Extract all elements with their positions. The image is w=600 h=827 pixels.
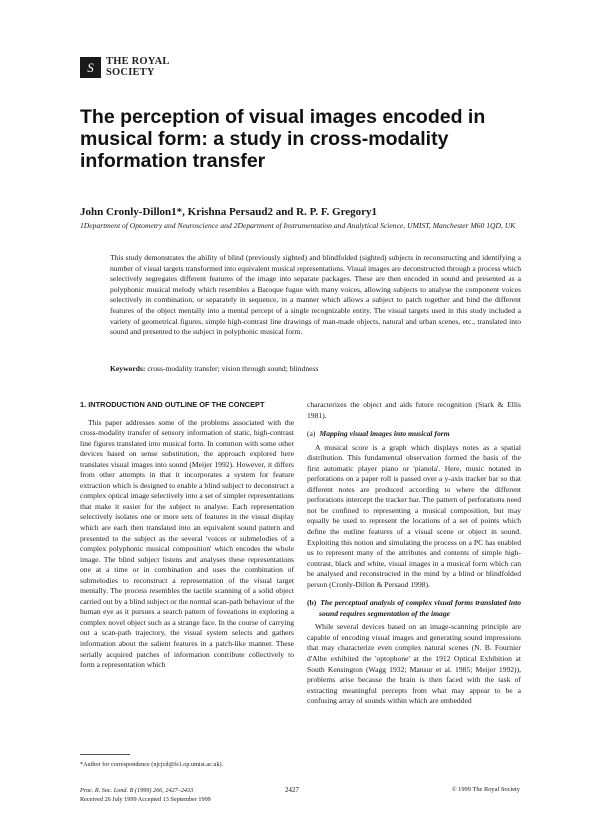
received-accepted-dates: Received 26 July 1999 Accepted 13 September 1999 xyxy=(80,796,211,803)
keywords xyxy=(110,364,521,373)
journal-reference: Proc. R. Soc. Lond. B (1999) 266, 2427–2433 xyxy=(80,787,194,794)
publisher-logo-text xyxy=(106,56,170,78)
subsection-a-paragraph: A musical score is a graph which displays notes as a spatial distribution. This fundamental observation formed the basis of the first automatic player piano or 'pianola'. Here, music notated in perforations on a paper roll is passed over a y-axis tracker bar so that different notes are produced according to where the different perforations intercept the tracker bar. The pattern of perforations need not be confined to representing a musical composition, but may equally be used to represent the locations of a set of points which define the outline features of a visual scene or object in sound. Exploiting this notion and simulating the process on a PC has enabled us to represent many of the attributes and contents of simple high-contrast, black and white, visual images in a musical form which can be analysed and reconstructed in the mind by a blind or blindfolded person (Cronly-Dillon & Persaud 1998). xyxy=(307,442,521,589)
copyright: © 1999 The Royal Society xyxy=(451,786,520,793)
keywords-text: cross-modality transfer; vision through sound; blindness xyxy=(147,364,319,373)
journal-citation xyxy=(80,786,211,804)
subsection-b-heading xyxy=(307,598,521,619)
authors: John Cronly-Dillon1*, Krishna Persaud2 and R. P. F. Gregory1 xyxy=(80,206,378,218)
intro-continued-paragraph: characterizes the object and aids future recognition (Stark & Ellis 1981). xyxy=(307,400,521,420)
footnote: *Author for correspondence (njcjcd@fs1.op.umist.ac.uk). xyxy=(80,761,224,768)
right-column xyxy=(307,400,521,707)
subsection-b-paragraph: While several devices based on an image-scanning principle are capable of encoding visual images and generating sound impressions that may characterize even complex natural scenes (N. B. Fournier d'Albe exhibited the 'optophone' at the 1912 Optical Exhibition at South Kensington (Wagg 1932; Mansur et al. 1985; Meijer 1992)), problems arise because the brain is then faced with the task of extracting meaningful percepts from what may appear to be a confusing array of sounds within which are embedded xyxy=(307,622,521,706)
left-column xyxy=(80,400,294,671)
subsection-a-title: Mapping visual images into musical form xyxy=(319,429,450,439)
subsection-b-title: The perceptual analysis of complex visual forms translated into sound requires segmentation of the image xyxy=(319,598,521,618)
intro-paragraph: This paper addresses some of the problems associated with the cross-modality transfer of sensory information of static, high-contrast line figures translated into musical form. In common with some other devices based on sense substitution, the approach explored here translates visual images into sound (Meijer 1992). However, it differs from other attempts in that it incorporates a system for feature extraction which is designed to enable a blind subject to deconstruct a complex optical image selectively into a set of simpler representations that make it easier for the subject to analyse. Each representation selectively isolates one or more sets of features in the visual display which are each then translated into an equivalent sound pattern and presented to the subject as the several 'voices or submelodies of a complex polyphonic musical composition' which encodes the whole image. The blind subject listens and analyses these representations one at a time or in combination and uses the combination of submelodies to reconstruct a representation of the visual target mentally. The process resembles the tactile scanning of a solid object carried out by a blind subject or the normal scan-path behaviour of the human eye as it pursues a search pattern of foveations in exploring a complex novel object such as a strange face. In the course of carrying out a scan-path trajectory, the visual system selects and gathers information about the salient features in a patch-like manner. These serially acquired patches of information contribute collectively to form a representation which xyxy=(80,417,294,670)
subsection-b-label: (b) xyxy=(307,598,317,608)
royal-society-logo-icon: S xyxy=(80,57,101,78)
keywords-label: Keywords: xyxy=(110,364,146,373)
paper-title: The perception of visual images encoded in musical form: a study in cross-modality information transfer xyxy=(80,106,486,172)
page-number: 2427 xyxy=(285,786,299,794)
logo-line2: SOCIETY xyxy=(106,67,155,78)
footnote-divider xyxy=(80,754,130,755)
logo-line1: THE ROYAL xyxy=(106,56,170,67)
subsection-a-label: (a) xyxy=(307,429,316,439)
section-heading: 1. INTRODUCTION AND OUTLINE OF THE CONCEPT xyxy=(80,400,265,409)
subsection-a-heading xyxy=(307,429,521,440)
affiliation: 1Department of Optometry and Neuroscience and 2Department of Instrumentation and Analytical Science, UMIST, Manchester M60 1QD, UK xyxy=(80,221,516,230)
abstract: This study demonstrates the ability of blind (previously sighted) and blindfolded (sighted) subjects in reconstructing and identifying a number of visual targets transformed into equivalent musical representations. Visual images are deconstructed through a process which selectively segregates different features of the image into separate packages. These are then encoded in sound and presented as a polyphonic musical melody which resembles a Baroque fugue with many voices, allowing subjects to analyse the component voices selectively in combination, or separately in sequence, in a manner which allows a subject to patch together and bind the different features of the object mentally into a mental percept of a single recognizable entity. The visual targets used in this study included a variety of geometrical figures, simple high-contrast line drawings of man-made objects, natural and urban scenes, etc., translated into sound and presented to the subject in polyphonic musical form. xyxy=(110,253,521,337)
